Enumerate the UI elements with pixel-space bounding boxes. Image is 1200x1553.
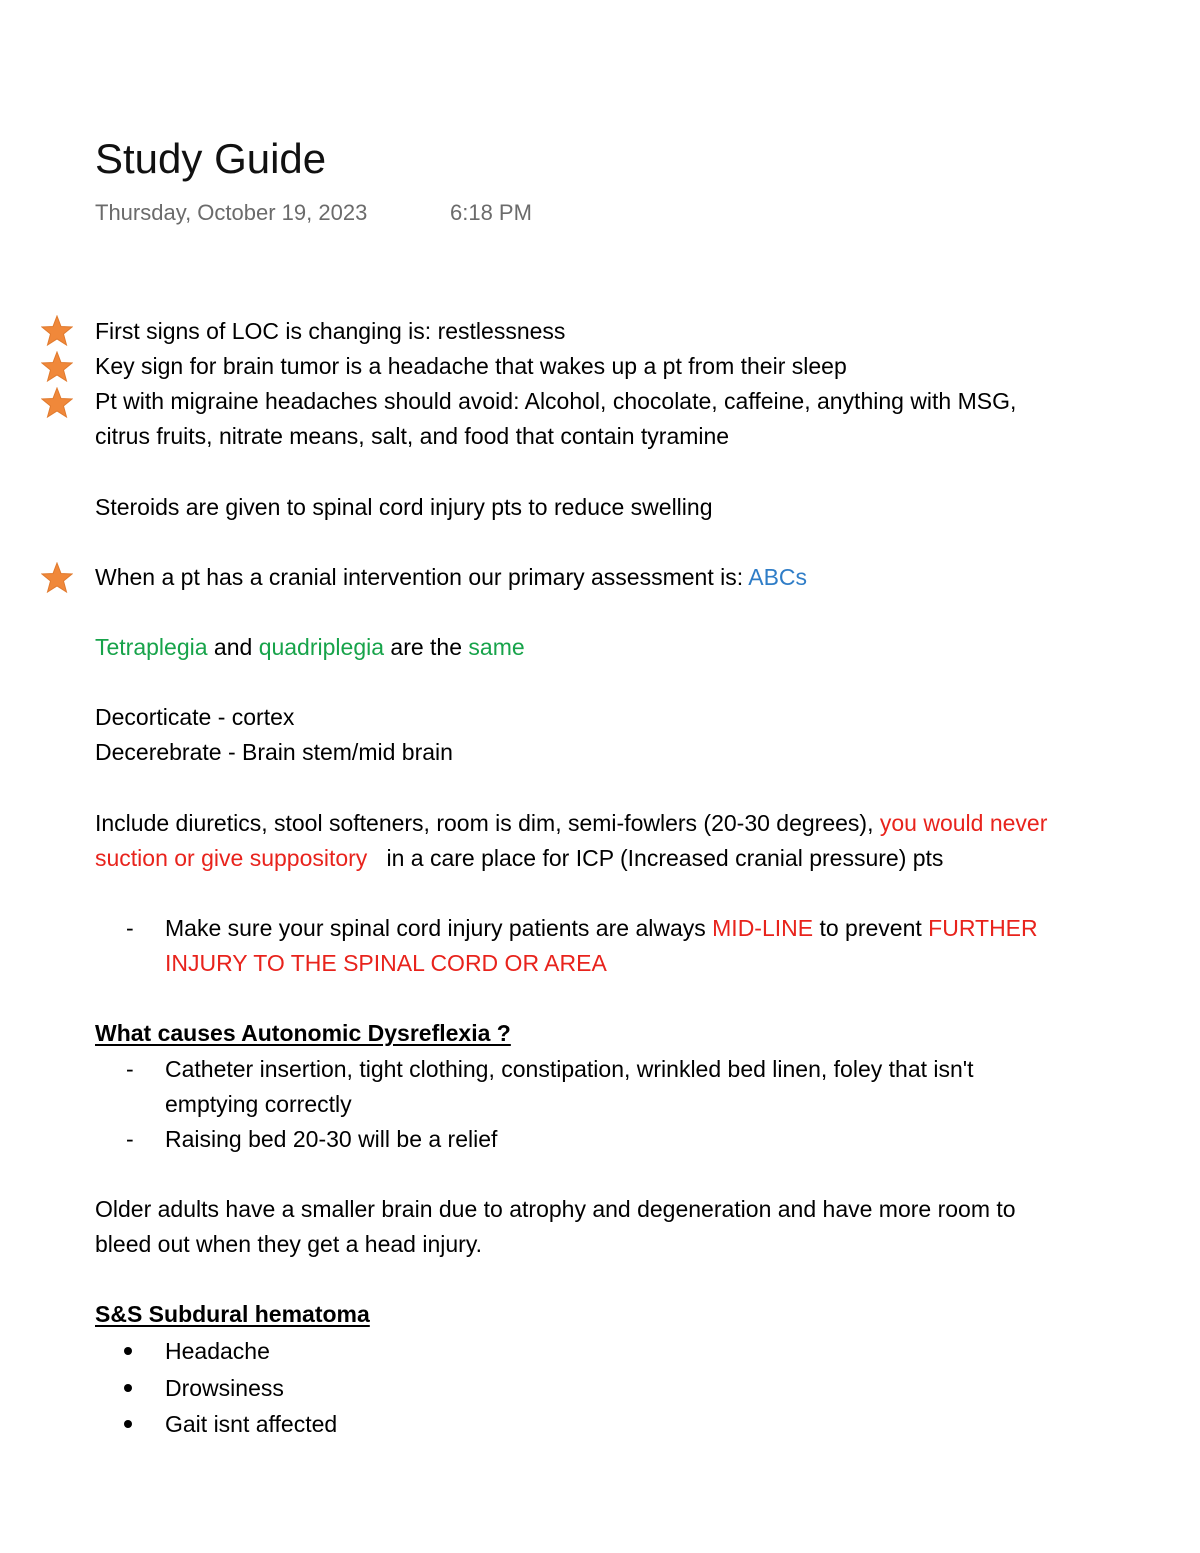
dash-marker: - [126, 915, 134, 941]
list-item: Gait isnt affected [165, 1411, 338, 1437]
star-icon [41, 351, 73, 383]
list-item: Catheter insertion, tight clothing, constipation, wrinkled bed linen, foley that isn't [165, 1056, 974, 1082]
line-text: to prevent [813, 915, 929, 941]
highlight-text: same [468, 634, 525, 660]
list-item: Headache [165, 1338, 270, 1364]
dash-marker: - [126, 1126, 134, 1152]
dash-marker: - [126, 1056, 134, 1082]
note-line: Older adults have a smaller brain due to atrophy and degeneration and have more room to [95, 1196, 1016, 1222]
note-line [95, 562, 807, 592]
highlight-text: quadriplegia [258, 634, 385, 660]
highlight-text: MID-LINE [712, 915, 814, 941]
highlight-text: you would never [879, 810, 1048, 836]
line-text: When a pt has a cranial intervention our primary assessment is: [95, 564, 749, 590]
note-line [95, 808, 1047, 838]
note-line: Decorticate - cortex [95, 704, 295, 730]
line-text: in a care place for ICP (Increased cranial pressure) pts [367, 845, 944, 871]
note-line: First signs of LOC is changing is: restlessness [95, 318, 566, 344]
list-item: Drowsiness [165, 1375, 284, 1401]
highlight-text: Tetraplegia [95, 634, 208, 660]
bullet-icon [124, 1420, 132, 1428]
list-item-continuation: emptying correctly [165, 1091, 352, 1117]
list-item-continuation: INJURY TO THE SPINAL CORD OR AREA [165, 950, 607, 976]
highlight-text: FURTHER [928, 915, 1038, 941]
line-text: Make sure your spinal cord injury patients are always [165, 915, 713, 941]
line-text: are the [384, 634, 469, 660]
bullet-icon [124, 1347, 132, 1355]
star-icon [41, 387, 73, 419]
note-date: Thursday, October 19, 2023 [95, 200, 368, 225]
note-line: Key sign for brain tumor is a headache that wakes up a pt from their sleep [95, 353, 847, 379]
star-icon [41, 315, 73, 347]
note-line: Decerebrate - Brain stem/mid brain [95, 739, 453, 765]
highlight-text: suction or give suppository [95, 845, 368, 871]
note-line: citrus fruits, nitrate means, salt, and food that contain tyramine [95, 423, 730, 449]
section-heading: S&S Subdural hematoma [95, 1301, 370, 1327]
star-icon [41, 562, 73, 594]
line-text: Include diuretics, stool softeners, room is dim, semi-fowlers (20-30 degrees), [95, 810, 880, 836]
section-heading: What causes Autonomic Dysreflexia ? [95, 1020, 511, 1046]
note-line: Steroids are given to spinal cord injury pts to reduce swelling [95, 494, 713, 520]
bullet-icon [124, 1384, 132, 1392]
page-title: Study Guide [95, 135, 327, 182]
note-line [95, 632, 525, 662]
note-line [95, 843, 943, 873]
highlight-text: ABCs [748, 564, 808, 590]
note-line: Pt with migraine headaches should avoid: Alcohol, chocolate, caffeine, anything with MSG, [95, 388, 1017, 414]
list-item [165, 913, 1038, 943]
line-text: and [207, 634, 259, 660]
note-line: bleed out when they get a head injury. [95, 1231, 483, 1257]
note-time: 6:18 PM [450, 200, 532, 225]
list-item: Raising bed 20-30 will be a relief [165, 1126, 498, 1152]
